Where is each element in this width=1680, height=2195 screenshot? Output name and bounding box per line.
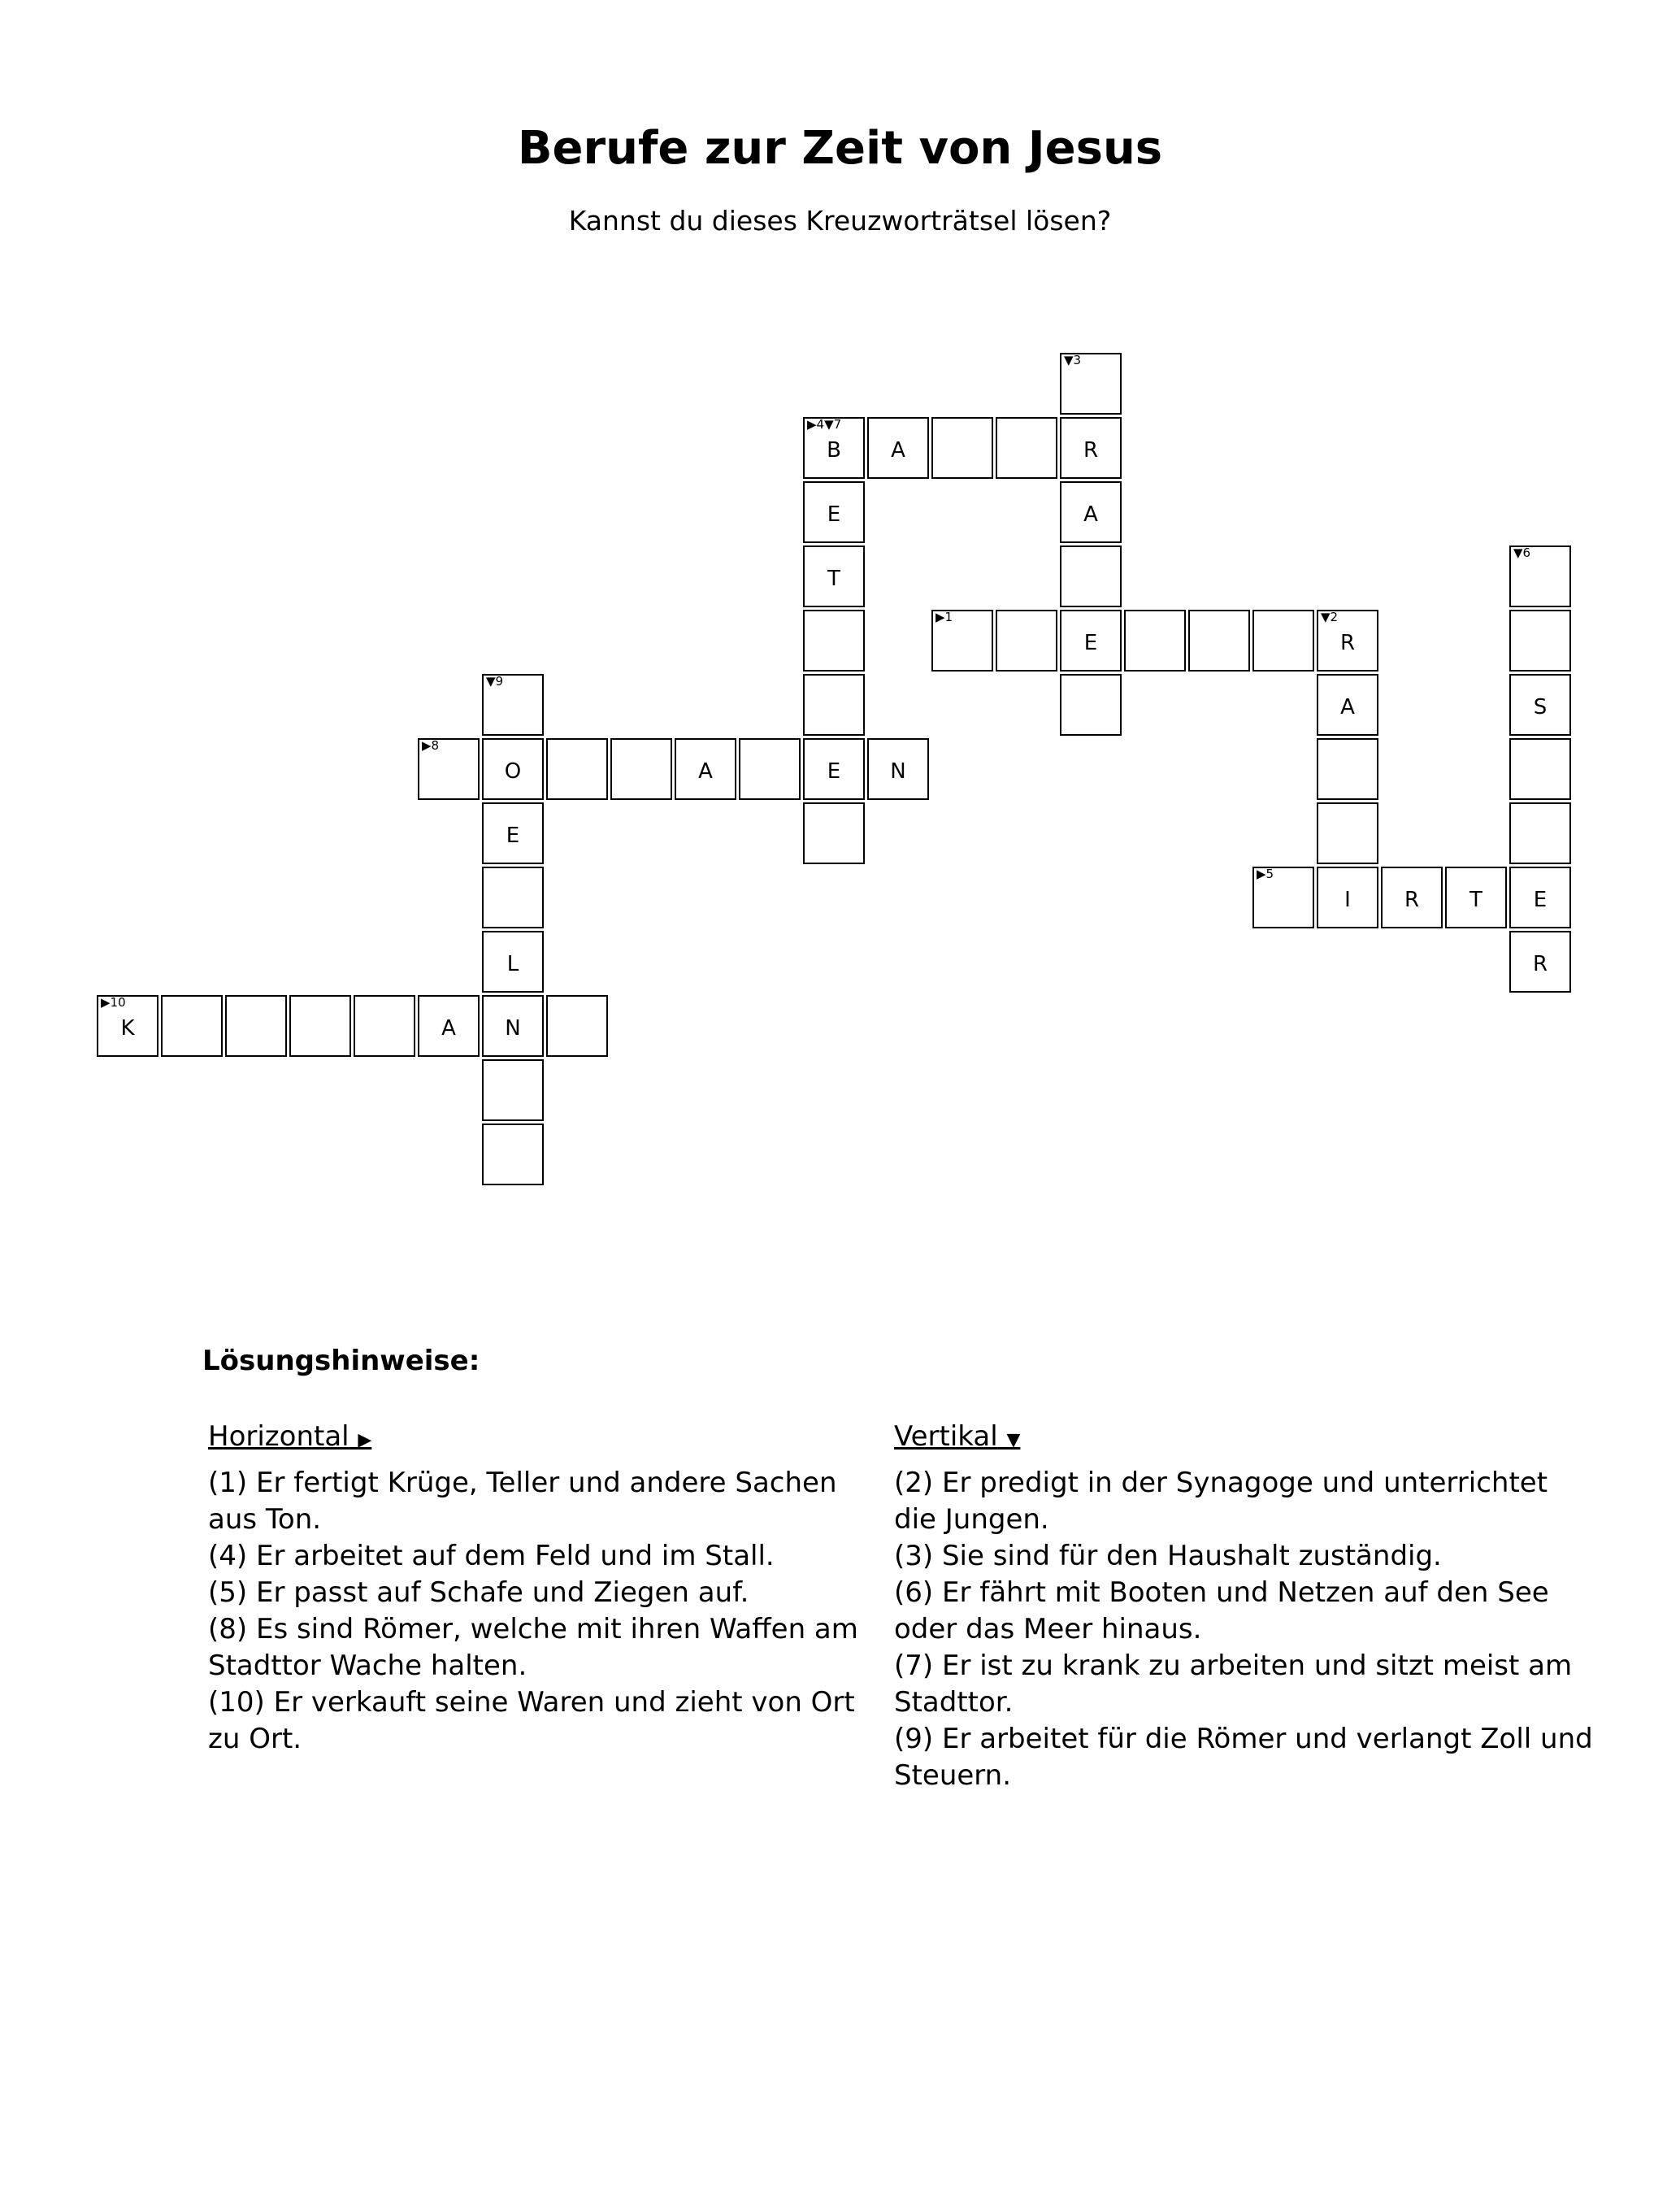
cell-letter: E <box>506 824 520 848</box>
clue-vertical-6: (6) Er fährt mit Booten und Netzen auf den See oder das Meer hinaus. <box>894 1576 1549 1645</box>
crossword-cell[interactable] <box>482 931 544 993</box>
cell-letter: L <box>506 952 519 976</box>
crossword-cell[interactable] <box>803 417 865 479</box>
horizontal-clues <box>208 1419 891 1758</box>
crossword-cell[interactable] <box>546 995 608 1057</box>
page-subtitle: Kannst du dieses Kreuzworträtsel lösen? <box>568 205 1112 237</box>
crossword-cell[interactable] <box>996 610 1057 672</box>
crossword-cell[interactable] <box>161 995 223 1057</box>
crossword-cell[interactable] <box>1509 738 1571 800</box>
cell-letter: E <box>827 502 841 527</box>
cell-letter: N <box>890 759 906 784</box>
clue-number-label: ▶5 <box>1257 867 1274 881</box>
cell-letter: A <box>891 438 905 463</box>
crossword-cell[interactable] <box>1317 738 1378 800</box>
down-arrow-icon: ▼ <box>1006 1430 1021 1450</box>
clue-vertical-2: (2) Er predigt in der Synagoge und unterrichtet die Jungen. <box>894 1467 1548 1536</box>
cell-letter: R <box>1532 952 1548 976</box>
crossword-cell[interactable] <box>482 802 544 864</box>
crossword-cell[interactable] <box>867 738 929 800</box>
clue-horizontal-8: (8) Es sind Römer, welche mit ihren Waffen am Stadttor Wache halten. <box>208 1613 858 1682</box>
cell-letter: B <box>827 438 841 463</box>
crossword-cell[interactable] <box>931 610 993 672</box>
crossword-cell[interactable] <box>803 610 865 672</box>
cell-letter: E <box>1083 631 1098 655</box>
vertical-clues <box>894 1419 1593 1794</box>
crossword-cell[interactable] <box>482 674 544 736</box>
vertical-heading-label: Vertikal <box>894 1420 998 1453</box>
crossword-cell[interactable] <box>482 867 544 928</box>
crossword-cell[interactable] <box>610 738 672 800</box>
crossword-cell[interactable] <box>1509 610 1571 672</box>
crossword-cell[interactable] <box>1317 802 1378 864</box>
crossword-cell[interactable] <box>803 738 865 800</box>
crossword-cell[interactable] <box>675 738 736 800</box>
clue-horizontal-5: (5) Er passt auf Schafe und Ziegen auf. <box>208 1576 749 1609</box>
clue-number-label: ▶8 <box>422 738 440 753</box>
cell-letter: E <box>1533 888 1548 912</box>
crossword-cell[interactable] <box>1252 867 1314 928</box>
clue-number-label: ▶4▼7 <box>807 417 842 432</box>
crossword-cell[interactable] <box>803 545 865 607</box>
crossword-cell[interactable] <box>1252 610 1314 672</box>
horizontal-heading <box>208 1419 891 1455</box>
hints-title: Lösungshinweise: <box>202 1345 480 1377</box>
crossword-cell[interactable] <box>1317 867 1378 928</box>
crossword-cell[interactable] <box>418 738 480 800</box>
cell-letter: I <box>1344 888 1351 912</box>
crossword-cell[interactable] <box>482 1124 544 1185</box>
crossword-cell[interactable] <box>1509 931 1571 993</box>
cell-letter: R <box>1339 631 1356 655</box>
clue-horizontal-10: (10) Er verkauft seine Waren und zieht von Ort zu Ort. <box>208 1686 855 1755</box>
clue-vertical-7: (7) Er ist zu krank zu arbeiten und sitzt meist am Stadttor. <box>894 1650 1573 1719</box>
crossword-cell[interactable] <box>225 995 287 1057</box>
crossword-cell[interactable] <box>482 1059 544 1121</box>
crossword-cell[interactable] <box>803 481 865 543</box>
crossword-cell[interactable] <box>1060 353 1122 415</box>
crossword-cell[interactable] <box>97 995 158 1057</box>
right-arrow-icon: ▶ <box>358 1430 372 1450</box>
cell-letter: O <box>504 759 522 784</box>
cell-letter: N <box>505 1016 521 1041</box>
cell-letter: S <box>1533 695 1548 719</box>
clue-number-label: ▼9 <box>486 674 504 689</box>
crossword-cell[interactable] <box>418 995 480 1057</box>
crossword-cell[interactable] <box>1060 417 1122 479</box>
crossword-cell[interactable] <box>482 738 544 800</box>
crossword-cell[interactable] <box>1060 610 1122 672</box>
cell-letter: T <box>1469 888 1482 912</box>
crossword-cell[interactable] <box>1060 481 1122 543</box>
crossword-cell[interactable] <box>354 995 415 1057</box>
crossword-cell[interactable] <box>1317 674 1378 736</box>
crossword-cell[interactable] <box>289 995 351 1057</box>
cell-letter: E <box>827 759 841 784</box>
clue-horizontal-4: (4) Er arbeitet auf dem Feld und im Stall. <box>208 1540 775 1572</box>
crossword-cell[interactable] <box>1060 674 1122 736</box>
clue-number-label: ▼3 <box>1064 353 1082 367</box>
crossword-cell[interactable] <box>1060 545 1122 607</box>
cell-letter: R <box>1083 438 1099 463</box>
clue-vertical-9: (9) Er arbeitet für die Römer und verlangt Zoll und Steuern. <box>894 1723 1593 1792</box>
crossword-cell[interactable] <box>1445 867 1507 928</box>
cell-letter: A <box>441 1016 456 1041</box>
crossword-cell[interactable] <box>1509 674 1571 736</box>
cell-letter: A <box>1083 502 1098 527</box>
clue-number-label: ▼6 <box>1513 545 1531 560</box>
crossword-cell[interactable] <box>1124 610 1186 672</box>
crossword-cell[interactable] <box>1317 610 1378 672</box>
crossword-cell[interactable] <box>1509 802 1571 864</box>
crossword-cell[interactable] <box>1381 867 1443 928</box>
cell-letter: A <box>1340 695 1355 719</box>
clue-horizontal-1: (1) Er fertigt Krüge, Teller und andere Sachen aus Ton. <box>208 1467 837 1536</box>
crossword-cell[interactable] <box>803 674 865 736</box>
clue-number-label: ▶1 <box>936 610 953 624</box>
cell-letter: A <box>698 759 713 784</box>
cell-letter: R <box>1404 888 1420 912</box>
crossword-cell[interactable] <box>931 417 993 479</box>
horizontal-heading-label: Horizontal <box>208 1420 349 1453</box>
clue-number-label: ▶10 <box>101 995 126 1010</box>
crossword-cell[interactable] <box>803 802 865 864</box>
vertical-heading <box>894 1419 1593 1455</box>
crossword-cell[interactable] <box>546 738 608 800</box>
crossword-cell[interactable] <box>1509 867 1571 928</box>
page-title: Berufe zur Zeit von Jesus <box>517 122 1163 175</box>
crossword-cell[interactable] <box>1188 610 1250 672</box>
cell-letter: K <box>120 1016 135 1041</box>
clue-number-label: ▼2 <box>1321 610 1339 624</box>
crossword-cell[interactable] <box>482 995 544 1057</box>
crossword-cell[interactable] <box>739 738 801 800</box>
crossword-cell[interactable] <box>867 417 929 479</box>
crossword-cell[interactable] <box>1509 545 1571 607</box>
clue-vertical-3: (3) Sie sind für den Haushalt zuständig. <box>894 1540 1442 1572</box>
cell-letter: T <box>827 567 840 591</box>
crossword-cell[interactable] <box>996 417 1057 479</box>
